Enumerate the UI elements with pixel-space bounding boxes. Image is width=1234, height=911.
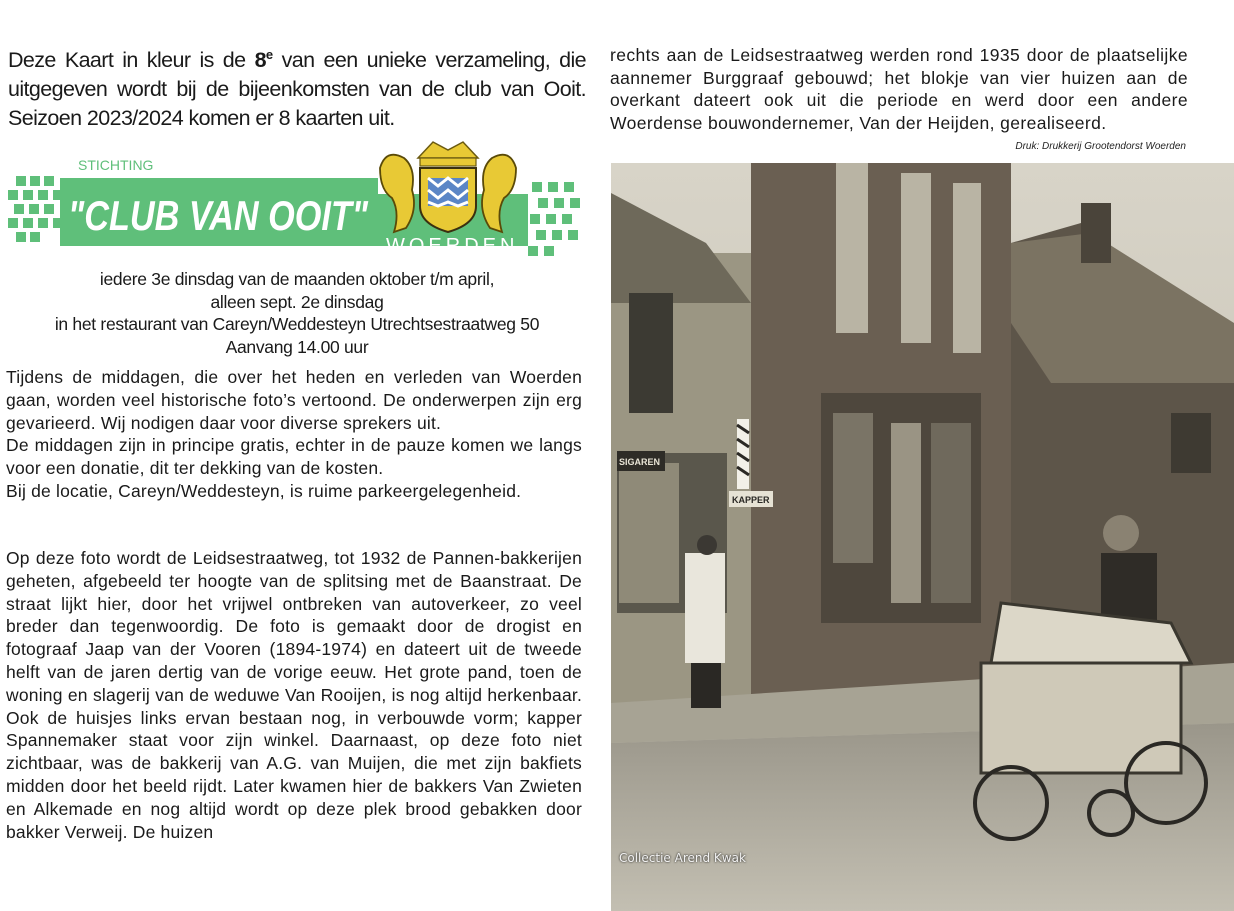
- meeting-line: alleen sept. 2e dinsdag: [210, 291, 384, 312]
- paragraph: Op deze foto wordt de Leidsestraatweg, tot 1932 de Pannen-bakkerijen geheten, afgebeeld ter hoogte van de splitsing met de Baanstraat. De straat lijkt hier, door het vrijwel ontbreken van autoverkeer, zo veel breder dan tegenwoordig. De foto is gemaakt door de drogist en fotograaf Jaap van der Vooren (1894-1974) en dateert uit de tweede helft van de jaren dertig van de vorige eeuw. Het grote pand, toen de woning en slagerij van de weduwe Van Rooijen, is nog altijd herkenbaar. Ook de huisjes links ervan bestaan nog, in verbouwde vorm; kapper Spannemaker staat voor zijn winkel. Daarnaast, op deze foto niet zichtbaar, was de bakkerij van A.G. van Muijen, die met zijn bakfiets midden door het beeld rijdt. Later kwamen hier de bakkers Van Zwieten en Alkemade en nog altijd wordt op deze plek brood gebakken door bakker Verweij. De huizen: [6, 548, 582, 842]
- photo-description: [6, 547, 582, 843]
- logo-city: WOERDEN: [386, 235, 519, 257]
- info-paragraphs: [6, 366, 582, 503]
- intro-text: Deze Kaart in kleur is de 8e van een unieke verzameling, die uitgegeven wordt bij de bijeenkomsten van de club van Ooit. Seizoen 2023/2024 komen er 8 kaarten uit.: [8, 47, 586, 131]
- paragraph: Tijdens de middagen, die over het heden en verleden van Woerden gaan, worden veel historische foto’s vertoond. De onderwerpen zijn erg gevarieerd. Wij nodigen daar voor diverse sprekers uit.: [6, 367, 582, 433]
- checker-pattern-right: [528, 182, 580, 256]
- printer-credit: Druk: Drukkerij Grootendorst Woerden: [1015, 141, 1186, 152]
- meeting-line: iedere 3e dinsdag van de maanden oktober t/m april,: [99, 269, 495, 289]
- logo-stichting: STICHTING: [78, 157, 154, 173]
- meeting-info: [8, 268, 586, 358]
- woerden-coat-of-arms: [380, 142, 516, 232]
- photo-caption: Collectie Arend Kwak: [619, 851, 746, 865]
- sign-kapper: KAPPER: [732, 495, 770, 505]
- checker-pattern-left: [8, 176, 63, 242]
- meeting-line: in het restaurant van Careyn/Weddesteyn Utrechtsestraatweg 50: [54, 314, 540, 334]
- club-logo: [8, 128, 586, 268]
- paragraph: Bij de locatie, Careyn/Weddesteyn, is ruime parkeergelegenheid.: [6, 480, 522, 501]
- card-number: 8e: [254, 47, 273, 73]
- sign-sigaren: SIGAREN: [619, 457, 661, 467]
- photo-description-continued: rechts aan de Leidsestraatweg werden rond 1935 door de plaatselijke aannemer Burggraaf gebouwd; het blokje van vier huizen aan de overkant dateert ook uit die periode en werd door een andere Woerdense bouwondernemer, Van der Heijden, gerealiseerd.: [610, 45, 1188, 133]
- paragraph: De middagen zijn in principe gratis, echter in de pauze komen we langs voor een donatie, dit ter dekking van de kosten.: [6, 435, 582, 479]
- meeting-line: Aanvang 14.00 uur: [225, 336, 369, 357]
- logo-club-name: "CLUB VAN OOIT": [68, 192, 369, 239]
- historic-street-photo: [611, 163, 1234, 911]
